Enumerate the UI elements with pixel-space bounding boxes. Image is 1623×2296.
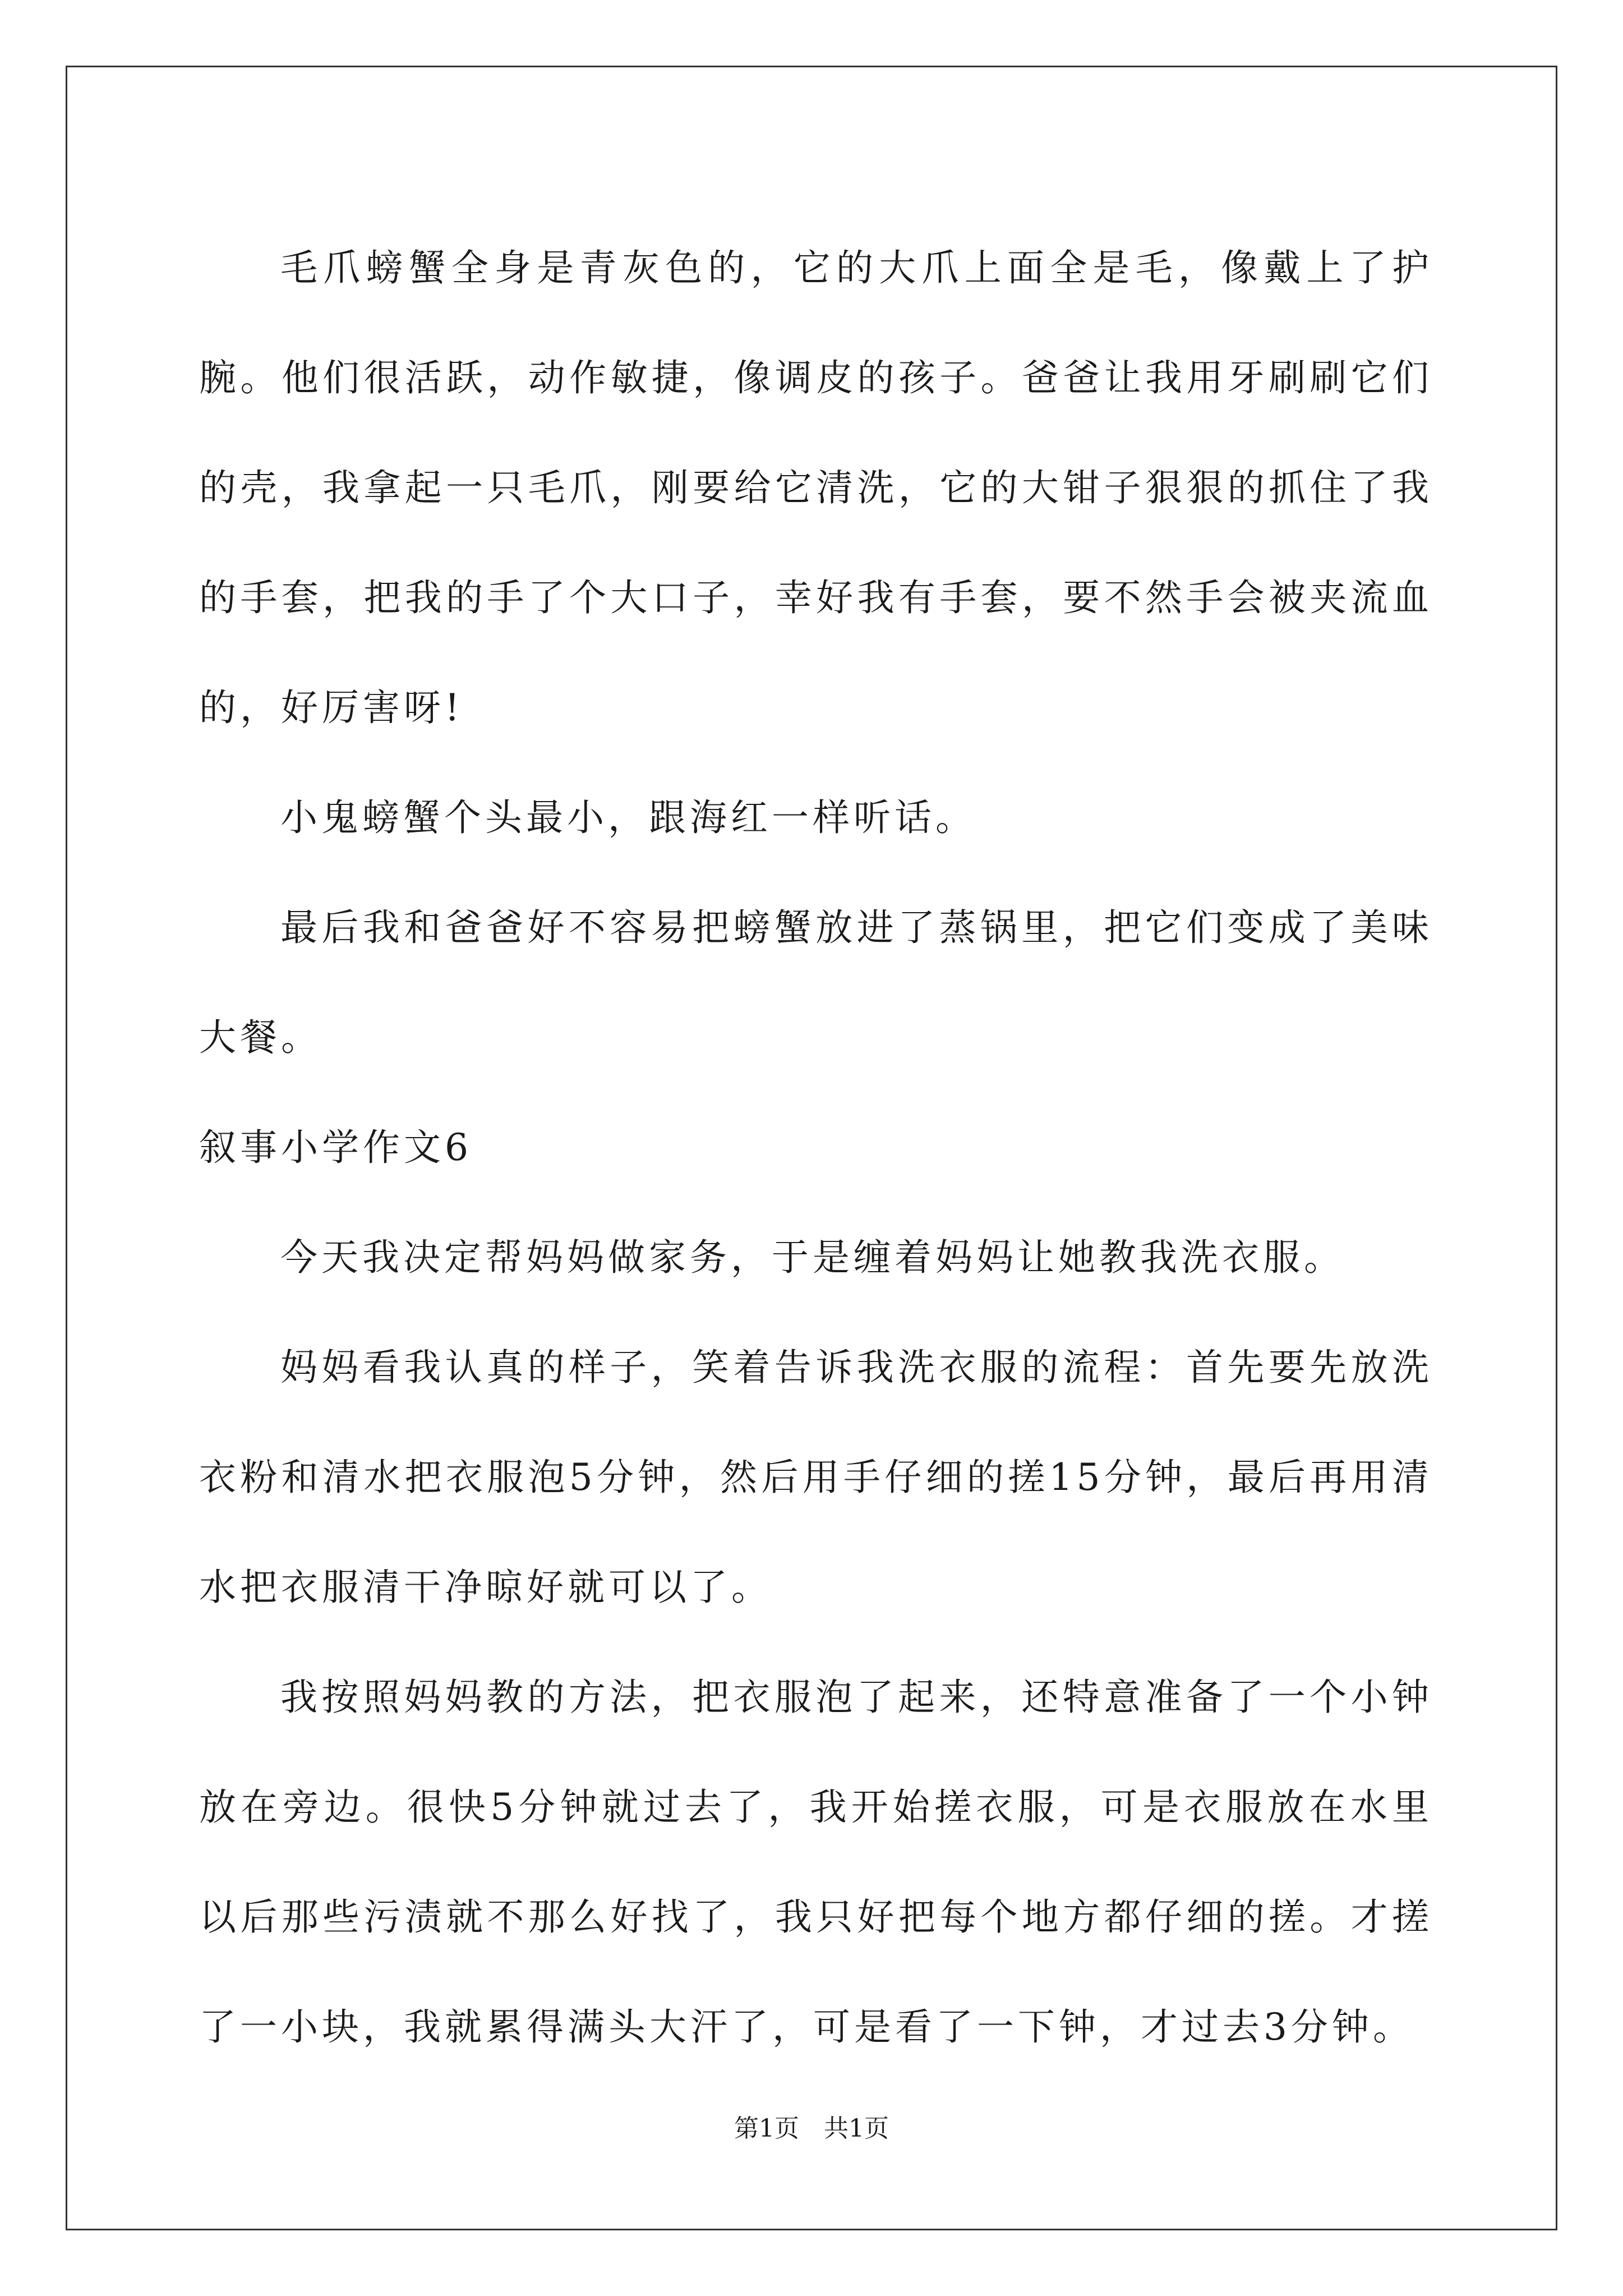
page-number-footer: 第1页 共1页 [734, 2114, 889, 2143]
paragraph-1: 毛爪螃蟹全身是青灰色的，它的大爪上面全是毛，像戴上了护腕。他们很活跃，动作敏捷，像调皮的孩子。爸爸让我用牙刷刷它们的壳，我拿起一只毛爪，刚要给它清洗，它的大钳子狠狠的抓住了我的手套，把我的手了个大口子，幸好我有手套，要不然手会被夹流血的，好厉害呀! [199, 246, 1433, 729]
document-body [199, 213, 1433, 2082]
paragraph-5: 妈妈看我认真的样子，笑着告诉我洗衣服的流程：首先要先放洗衣粉和清水把衣服泡5分钟，然后用手仔细的搓15分钟，最后再用清水把衣服清干净晾好就可以了。 [199, 1346, 1433, 1609]
paragraph-4: 今天我决定帮妈妈做家务，于是缠着妈妈让她教我洗衣服。 [280, 1236, 1345, 1279]
paragraph-2: 小鬼螃蟹个头最小，跟海红一样听话。 [280, 796, 976, 839]
paragraph-6: 我按照妈妈教的方法，把衣服泡了起来，还特意准备了一个小钟放在旁边。很快5分钟就过去了，我开始搓衣服，可是衣服放在水里以后那些污渍就不那么好找了，我只好把每个地方都仔细的搓。才搓了一小块，我就累得满头大汗了，可是看了一下钟，才过去3分钟。 [199, 1676, 1433, 2049]
paragraph-3: 最后我和爸爸好不容易把螃蟹放进了蒸锅里，把它们变成了美味大餐。 [199, 906, 1433, 1059]
section-heading: 叙事小学作文6 [199, 1126, 472, 1169]
